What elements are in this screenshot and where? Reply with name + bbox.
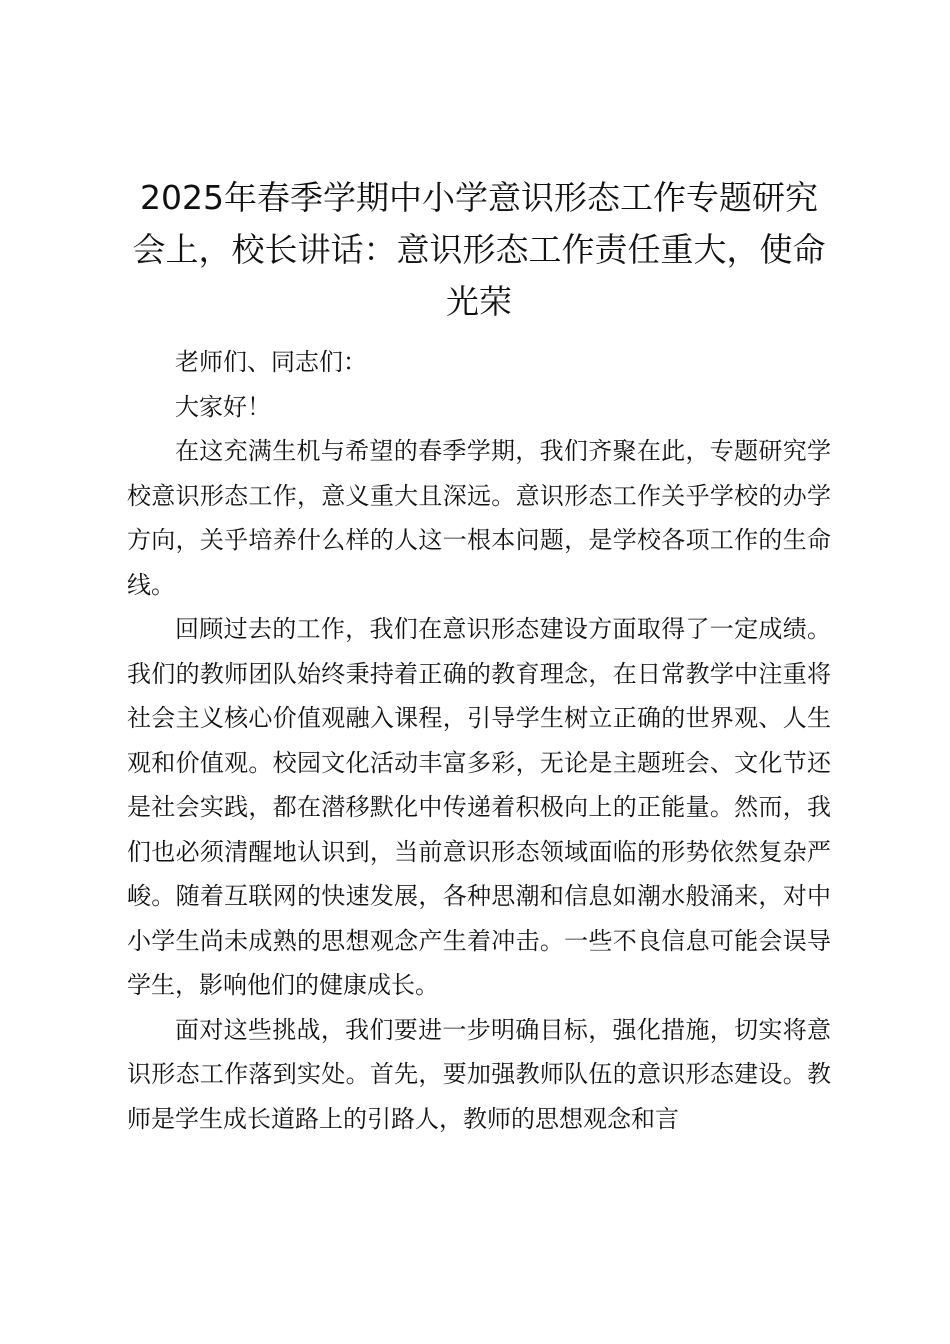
body-paragraph-review: 回顾过去的工作，我们在意识形态建设方面取得了一定成绩。我们的教师团队始终秉持着正确的教育理念，在日常教学中注重将社会主义核心价值观融入课程，引导学生树立正确的世界观、人生观和价值观。校园文化活动丰富多彩，无论是主题班会、文化节还是社会实践，都在潜移默化中传递着积极向上的正能量。然而，我们也必须清醒地认识到，当前意识形态领域面临的形势依然复杂严峻。随着互联网的快速发展，各种思潮和信息如潮水般涌来，对中小学生尚未成熟的思想观念产生着冲击。一些不良信息可能会误导学生，影响他们的健康成长。 (127, 615, 831, 999)
body-paragraph-measures: 面对这些挑战，我们要进一步明确目标，强化措施，切实将意识形态工作落到实处。首先，要加强教师队伍的意识形态建设。教师是学生成长道路上的引路人，教师的思想观念和言 (127, 1015, 831, 1133)
document-body (127, 340, 831, 1141)
body-paragraph-intro: 在这充满生机与希望的春季学期，我们齐聚在此，专题研究学校意识形态工作，意义重大且深远。意识形态工作关乎学校的办学方向，关乎培养什么样的人这一根本问题，是学校各项工作的生命线。 (127, 437, 831, 599)
greeting-paragraph: 大家好！ (175, 392, 271, 421)
salutation-paragraph: 老师们、同志们： (175, 348, 367, 376)
document-title: 2025年春季学期中小学意识形态工作专题研究会上，校长讲话：意识形态工作责任重大，使命光荣 (132, 178, 826, 321)
document-content (127, 172, 831, 1141)
